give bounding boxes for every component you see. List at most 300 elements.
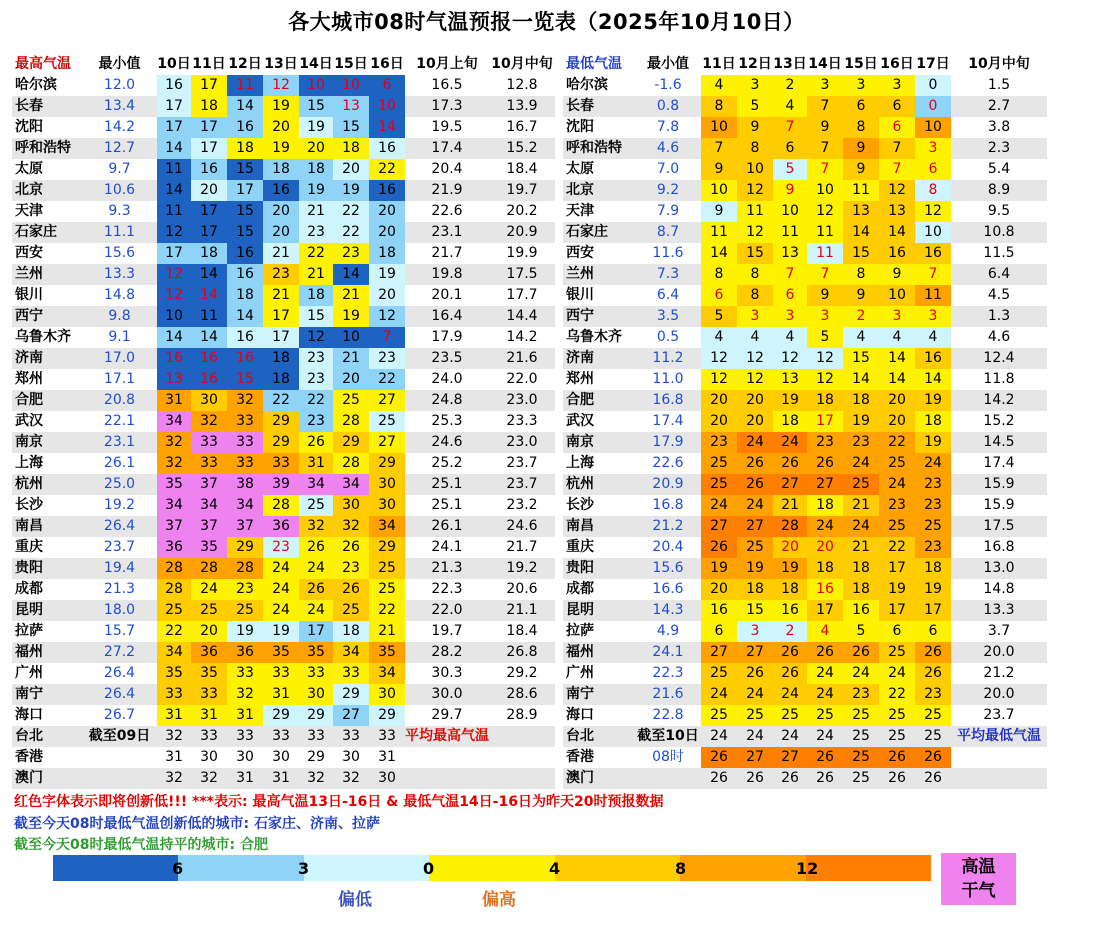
temp-cell: 31 bbox=[157, 747, 191, 768]
temp-cell: 14 bbox=[157, 180, 191, 201]
avg-mid-oct: 14.8 bbox=[951, 579, 1047, 600]
avg-mid-oct: 21.1 bbox=[489, 600, 555, 621]
low-column-header: 11日 bbox=[702, 56, 736, 72]
high-column-header: 13日 bbox=[264, 56, 298, 72]
city-name: 拉萨 bbox=[563, 621, 635, 642]
low-table-row bbox=[563, 642, 1047, 663]
temp-cell: 23 bbox=[263, 264, 299, 285]
temp-cell: 18 bbox=[299, 159, 333, 180]
min-value: 26.7 bbox=[82, 705, 157, 726]
temp-cell: 25 bbox=[333, 600, 369, 621]
temp-cell: 25 bbox=[879, 705, 915, 726]
temp-cell: 14 bbox=[701, 243, 737, 264]
temp-cell: 20 bbox=[369, 201, 405, 222]
temp-cell: 23 bbox=[879, 495, 915, 516]
temp-cell: 26 bbox=[773, 768, 807, 789]
temp-cell: 0 bbox=[915, 75, 951, 96]
min-value: -1.6 bbox=[635, 75, 701, 96]
temp-cell: 15 bbox=[333, 117, 369, 138]
temp-cell: 24 bbox=[263, 558, 299, 579]
temp-cell: 18 bbox=[263, 159, 299, 180]
temp-cell: 31 bbox=[157, 390, 191, 411]
temp-cell: 31 bbox=[263, 684, 299, 705]
min-value: 22.1 bbox=[82, 411, 157, 432]
temp-cell: 19 bbox=[299, 117, 333, 138]
temp-cell: 24 bbox=[737, 684, 773, 705]
temp-cell: 19 bbox=[369, 264, 405, 285]
temp-cell: 34 bbox=[157, 495, 191, 516]
temp-cell: 34 bbox=[191, 495, 227, 516]
temp-cell: 2 bbox=[843, 306, 879, 327]
min-value: 27.2 bbox=[82, 642, 157, 663]
temp-cell: 24 bbox=[807, 684, 843, 705]
temp-cell: 26 bbox=[333, 579, 369, 600]
avg-early-oct: 20.4 bbox=[405, 159, 489, 180]
temp-cell: 22 bbox=[879, 684, 915, 705]
avg-mid-oct: 23.7 bbox=[951, 705, 1047, 726]
min-value bbox=[82, 747, 157, 768]
temp-cell: 12 bbox=[737, 348, 773, 369]
temp-cell: 24 bbox=[773, 684, 807, 705]
temp-cell: 19 bbox=[227, 621, 263, 642]
temp-cell: 20 bbox=[333, 369, 369, 390]
low-table-row bbox=[563, 516, 1047, 537]
temp-cell: 29 bbox=[333, 432, 369, 453]
temp-cell: 31 bbox=[369, 747, 405, 768]
temp-cell: 20 bbox=[369, 222, 405, 243]
avg-mid-oct: 20.2 bbox=[489, 201, 555, 222]
min-value: 11.2 bbox=[635, 348, 701, 369]
temp-cell: 26 bbox=[737, 768, 773, 789]
temp-cell: 3 bbox=[879, 306, 915, 327]
temp-cell: 33 bbox=[263, 726, 299, 747]
temp-cell: 18 bbox=[191, 96, 227, 117]
temp-cell: 19 bbox=[915, 579, 951, 600]
temp-cell: 18 bbox=[773, 411, 807, 432]
avg-early-oct: 23.5 bbox=[405, 348, 489, 369]
temp-cell: 25 bbox=[843, 768, 879, 789]
temp-cell: 25 bbox=[157, 600, 191, 621]
city-name: 哈尔滨 bbox=[12, 75, 82, 96]
city-name: 南宁 bbox=[563, 684, 635, 705]
temp-cell: 26 bbox=[879, 747, 915, 768]
temp-cell: 20 bbox=[333, 159, 369, 180]
temp-cell: 22 bbox=[879, 432, 915, 453]
city-name: 西宁 bbox=[12, 306, 82, 327]
high-table-row bbox=[12, 222, 555, 243]
avg-early-oct: 17.3 bbox=[405, 96, 489, 117]
avg-mid-oct: 23.7 bbox=[489, 474, 555, 495]
avg-mid-oct: 1.5 bbox=[951, 75, 1047, 96]
temp-cell: 6 bbox=[369, 75, 405, 96]
temp-cell: 11 bbox=[157, 201, 191, 222]
avg-early-oct: 16.4 bbox=[405, 306, 489, 327]
low-table-row bbox=[563, 201, 1047, 222]
temp-cell: 30 bbox=[299, 684, 333, 705]
temp-cell: 22 bbox=[369, 369, 405, 390]
min-value: 17.0 bbox=[82, 348, 157, 369]
legend-caption-high: 偏高 bbox=[482, 890, 516, 910]
temp-cell: 15 bbox=[299, 96, 333, 117]
city-name: 兰州 bbox=[563, 264, 635, 285]
temp-cell: 14 bbox=[191, 264, 227, 285]
min-value: 7.9 bbox=[635, 201, 701, 222]
avg-mid-oct: 15.2 bbox=[951, 411, 1047, 432]
avg-early-oct: 30.0 bbox=[405, 684, 489, 705]
temp-cell: 25 bbox=[369, 579, 405, 600]
temp-cell: 35 bbox=[369, 642, 405, 663]
temp-cell: 33 bbox=[333, 663, 369, 684]
min-value: 16.8 bbox=[635, 390, 701, 411]
temp-cell: 4 bbox=[773, 96, 807, 117]
avg-mid-oct: 平均最低气温 bbox=[951, 726, 1047, 747]
min-value: 11.0 bbox=[635, 369, 701, 390]
high-column-header: 10日 bbox=[157, 56, 191, 72]
avg-mid-oct: 12.8 bbox=[489, 75, 555, 96]
city-name: 乌鲁木齐 bbox=[563, 327, 635, 348]
temp-cell: 14 bbox=[879, 222, 915, 243]
city-name: 广州 bbox=[563, 663, 635, 684]
temp-cell: 11 bbox=[915, 285, 951, 306]
temp-cell: 18 bbox=[227, 138, 263, 159]
high-table-row bbox=[12, 432, 555, 453]
temp-cell: 26 bbox=[915, 663, 951, 684]
temp-cell: 3 bbox=[879, 75, 915, 96]
temp-cell: 24 bbox=[263, 600, 299, 621]
temp-cell: 16 bbox=[227, 348, 263, 369]
min-value: 17.4 bbox=[635, 411, 701, 432]
temp-cell: 8 bbox=[843, 117, 879, 138]
city-name: 石家庄 bbox=[563, 222, 635, 243]
temp-cell: 24 bbox=[915, 453, 951, 474]
temp-cell: 9 bbox=[701, 159, 737, 180]
avg-mid-oct: 24.6 bbox=[489, 516, 555, 537]
high-column-header: 15日 bbox=[334, 56, 368, 72]
low-column-header: 17日 bbox=[916, 56, 950, 72]
temp-cell: 33 bbox=[157, 684, 191, 705]
temp-cell: 27 bbox=[807, 474, 843, 495]
city-name: 沈阳 bbox=[563, 117, 635, 138]
temp-cell: 12 bbox=[157, 285, 191, 306]
temp-cell: 15 bbox=[299, 306, 333, 327]
temp-cell: 3 bbox=[737, 621, 773, 642]
legend-hot-swatch bbox=[941, 853, 1016, 905]
temp-cell: 11 bbox=[701, 222, 737, 243]
min-value: 23.1 bbox=[82, 432, 157, 453]
temp-cell: 8 bbox=[737, 138, 773, 159]
temp-cell: 33 bbox=[227, 411, 263, 432]
temp-cell: 17 bbox=[191, 117, 227, 138]
min-value: 17.9 bbox=[635, 432, 701, 453]
temp-cell: 22 bbox=[333, 201, 369, 222]
temp-cell: 24 bbox=[807, 516, 843, 537]
temp-cell: 26 bbox=[915, 768, 951, 789]
min-value: 8.7 bbox=[635, 222, 701, 243]
temp-cell: 16 bbox=[191, 159, 227, 180]
min-value: 08时 bbox=[635, 747, 701, 768]
avg-mid-oct: 23.2 bbox=[489, 495, 555, 516]
city-name: 南宁 bbox=[12, 684, 82, 705]
temp-cell: 11 bbox=[807, 243, 843, 264]
temp-cell: 11 bbox=[773, 222, 807, 243]
temp-cell: 14 bbox=[191, 327, 227, 348]
low-column-header: 12日 bbox=[738, 56, 772, 72]
temp-cell: 36 bbox=[157, 537, 191, 558]
min-value: 12.7 bbox=[82, 138, 157, 159]
temp-cell: 6 bbox=[915, 621, 951, 642]
city-name: 郑州 bbox=[563, 369, 635, 390]
temp-cell: 27 bbox=[737, 747, 773, 768]
temp-cell: 28 bbox=[191, 558, 227, 579]
temp-cell: 22 bbox=[369, 159, 405, 180]
temp-cell: 32 bbox=[227, 390, 263, 411]
legend-swatch-dark-blue bbox=[53, 855, 178, 881]
temp-cell: 33 bbox=[227, 726, 263, 747]
avg-mid-oct bbox=[489, 726, 555, 747]
temp-cell: 8 bbox=[915, 180, 951, 201]
temp-cell: 17 bbox=[263, 306, 299, 327]
avg-early-oct bbox=[405, 747, 489, 768]
temp-cell: 4 bbox=[701, 75, 737, 96]
city-name: 台北 bbox=[563, 726, 635, 747]
temp-cell: 33 bbox=[263, 453, 299, 474]
temp-cell: 17 bbox=[807, 411, 843, 432]
min-value: 3.5 bbox=[635, 306, 701, 327]
temp-cell: 27 bbox=[737, 642, 773, 663]
temp-cell: 10 bbox=[915, 117, 951, 138]
low-header-row bbox=[563, 54, 1047, 75]
temp-cell: 23 bbox=[843, 432, 879, 453]
temp-cell: 23 bbox=[333, 558, 369, 579]
avg-mid-oct: 14.2 bbox=[951, 390, 1047, 411]
avg-mid-oct: 4.6 bbox=[951, 327, 1047, 348]
temp-cell: 25 bbox=[369, 558, 405, 579]
temp-cell: 16 bbox=[227, 327, 263, 348]
temp-cell: 17 bbox=[915, 600, 951, 621]
note-red-font: 红色字体表示即将创新低!!! ***表示: 最高气温13日-16日 & 最低气温14日-16日为昨天20时预报数据 bbox=[14, 794, 664, 810]
avg-mid-oct: 22.0 bbox=[489, 369, 555, 390]
temp-cell: 20 bbox=[879, 411, 915, 432]
temp-cell: 17 bbox=[191, 201, 227, 222]
temp-cell: 18 bbox=[333, 621, 369, 642]
temp-cell: 33 bbox=[333, 726, 369, 747]
temp-cell: 34 bbox=[333, 474, 369, 495]
avg-early-oct: 25.1 bbox=[405, 495, 489, 516]
temp-cell: 18 bbox=[191, 243, 227, 264]
temp-cell: 20 bbox=[701, 579, 737, 600]
min-value: 24.1 bbox=[635, 642, 701, 663]
low-table-row bbox=[563, 369, 1047, 390]
temp-cell: 33 bbox=[299, 726, 333, 747]
temp-cell: 3 bbox=[843, 75, 879, 96]
avg-mid-oct: 13.3 bbox=[951, 600, 1047, 621]
avg-mid-oct: 14.4 bbox=[489, 306, 555, 327]
avg-mid-oct: 18.4 bbox=[489, 159, 555, 180]
avg-mid-oct: 15.9 bbox=[951, 495, 1047, 516]
note-new-low-cities: 截至今天08时最低气温创新低的城市: 石家庄、济南、拉萨 bbox=[14, 816, 380, 832]
temp-cell: 4 bbox=[915, 327, 951, 348]
min-value: 26.4 bbox=[82, 684, 157, 705]
temp-cell: 7 bbox=[807, 96, 843, 117]
temp-cell: 16 bbox=[157, 75, 191, 96]
temp-cell: 24 bbox=[737, 726, 773, 747]
min-value: 6.4 bbox=[635, 285, 701, 306]
high-table-row bbox=[12, 411, 555, 432]
city-name: 南京 bbox=[563, 432, 635, 453]
legend-caption-low: 偏低 bbox=[338, 890, 372, 910]
min-value: 9.8 bbox=[82, 306, 157, 327]
temp-cell: 28 bbox=[157, 558, 191, 579]
low-temp-table bbox=[563, 54, 1047, 789]
high-table-row bbox=[12, 390, 555, 411]
avg-early-oct: 24.0 bbox=[405, 369, 489, 390]
temp-cell: 23 bbox=[915, 537, 951, 558]
temp-cell: 34 bbox=[157, 411, 191, 432]
temp-cell: 6 bbox=[879, 96, 915, 117]
high-header-row bbox=[12, 54, 555, 75]
temp-cell: 4 bbox=[773, 327, 807, 348]
min-value bbox=[82, 768, 157, 789]
temp-cell: 3 bbox=[915, 138, 951, 159]
temp-cell: 13 bbox=[773, 369, 807, 390]
legend-swatch-yellow bbox=[429, 855, 554, 881]
low-table-row bbox=[563, 600, 1047, 621]
temp-cell: 24 bbox=[843, 516, 879, 537]
temp-cell: 11 bbox=[843, 180, 879, 201]
temp-cell: 26 bbox=[773, 453, 807, 474]
min-value: 4.9 bbox=[635, 621, 701, 642]
high-table-row bbox=[12, 726, 555, 747]
temp-cell: 4 bbox=[879, 327, 915, 348]
temp-cell: 37 bbox=[191, 516, 227, 537]
temp-cell: 21 bbox=[263, 285, 299, 306]
temp-cell: 25 bbox=[879, 516, 915, 537]
temp-cell: 21 bbox=[773, 495, 807, 516]
temp-cell: 18 bbox=[807, 558, 843, 579]
temp-cell: 12 bbox=[737, 180, 773, 201]
low-column-header: 14日 bbox=[808, 56, 842, 72]
temp-cell: 12 bbox=[157, 222, 191, 243]
min-value: 18.0 bbox=[82, 600, 157, 621]
min-value: 20.8 bbox=[82, 390, 157, 411]
low-table-row bbox=[563, 180, 1047, 201]
temp-cell: 4 bbox=[737, 327, 773, 348]
temp-cell: 22 bbox=[333, 222, 369, 243]
temp-cell: 25 bbox=[701, 663, 737, 684]
temp-cell: 9 bbox=[843, 159, 879, 180]
min-value: 11.1 bbox=[82, 222, 157, 243]
temp-cell: 34 bbox=[333, 642, 369, 663]
city-name: 香港 bbox=[12, 747, 82, 768]
high-column-header: 最小值 bbox=[98, 56, 141, 72]
temp-cell: 25 bbox=[915, 516, 951, 537]
temp-cell: 16 bbox=[369, 180, 405, 201]
temp-cell: 26 bbox=[807, 453, 843, 474]
high-column-header: 11日 bbox=[192, 56, 226, 72]
avg-mid-oct: 14.2 bbox=[489, 327, 555, 348]
city-name: 沈阳 bbox=[12, 117, 82, 138]
temp-cell: 8 bbox=[843, 264, 879, 285]
temp-cell: 13 bbox=[879, 201, 915, 222]
city-name: 西安 bbox=[12, 243, 82, 264]
temp-cell: 21 bbox=[333, 348, 369, 369]
temp-cell: 26 bbox=[333, 537, 369, 558]
temp-cell: 28 bbox=[773, 516, 807, 537]
temp-cell: 19 bbox=[843, 411, 879, 432]
avg-mid-oct: 13.9 bbox=[489, 96, 555, 117]
temp-cell: 5 bbox=[773, 159, 807, 180]
min-value: 15.6 bbox=[635, 558, 701, 579]
temp-cell: 17 bbox=[191, 75, 227, 96]
temp-cell: 18 bbox=[843, 579, 879, 600]
min-value: 15.6 bbox=[82, 243, 157, 264]
temp-cell: 12 bbox=[701, 369, 737, 390]
temp-cell: 21 bbox=[369, 621, 405, 642]
city-name: 海口 bbox=[12, 705, 82, 726]
temp-cell: 11 bbox=[807, 222, 843, 243]
temp-cell: 7 bbox=[807, 138, 843, 159]
temp-cell: 33 bbox=[299, 663, 333, 684]
temp-cell: 33 bbox=[191, 684, 227, 705]
temp-cell: 31 bbox=[191, 705, 227, 726]
temp-cell: 16 bbox=[807, 579, 843, 600]
temp-cell: 6 bbox=[879, 117, 915, 138]
legend-tick-0: 0 bbox=[423, 859, 435, 878]
temp-cell: 18 bbox=[737, 579, 773, 600]
min-value: 16.8 bbox=[635, 495, 701, 516]
temp-cell: 18 bbox=[807, 390, 843, 411]
temp-cell: 0 bbox=[915, 96, 951, 117]
temp-cell: 23 bbox=[263, 537, 299, 558]
temp-cell: 16 bbox=[227, 264, 263, 285]
temp-cell: 6 bbox=[773, 138, 807, 159]
temp-cell: 20 bbox=[263, 201, 299, 222]
legend-tick-12: 12 bbox=[796, 859, 819, 878]
high-column-header: 16日 bbox=[370, 56, 404, 72]
high-table-row bbox=[12, 516, 555, 537]
avg-early-oct: 25.1 bbox=[405, 474, 489, 495]
min-value: 22.6 bbox=[635, 453, 701, 474]
high-table-row bbox=[12, 369, 555, 390]
temp-cell: 27 bbox=[701, 642, 737, 663]
temp-cell: 26 bbox=[915, 642, 951, 663]
temp-cell: 23 bbox=[807, 432, 843, 453]
city-name: 上海 bbox=[563, 453, 635, 474]
temp-cell: 33 bbox=[191, 726, 227, 747]
temp-cell: 14 bbox=[157, 138, 191, 159]
temp-cell: 17 bbox=[157, 243, 191, 264]
temp-cell: 37 bbox=[227, 516, 263, 537]
high-table-row bbox=[12, 495, 555, 516]
temp-cell: 26 bbox=[299, 579, 333, 600]
temp-cell: 14 bbox=[157, 327, 191, 348]
high-column-header: 12日 bbox=[228, 56, 262, 72]
low-table-label: 最低气温 bbox=[566, 56, 622, 72]
temp-cell: 10 bbox=[701, 180, 737, 201]
low-table-row bbox=[563, 327, 1047, 348]
temp-cell: 24 bbox=[807, 726, 843, 747]
temp-cell: 28 bbox=[333, 411, 369, 432]
temp-cell: 17 bbox=[299, 621, 333, 642]
temp-cell: 12 bbox=[879, 180, 915, 201]
temp-cell: 20 bbox=[737, 390, 773, 411]
temp-cell: 24 bbox=[701, 495, 737, 516]
avg-early-oct: 17.9 bbox=[405, 327, 489, 348]
temp-cell: 24 bbox=[701, 726, 737, 747]
high-table-row bbox=[12, 705, 555, 726]
temp-cell: 27 bbox=[369, 390, 405, 411]
avg-mid-oct: 17.5 bbox=[951, 516, 1047, 537]
